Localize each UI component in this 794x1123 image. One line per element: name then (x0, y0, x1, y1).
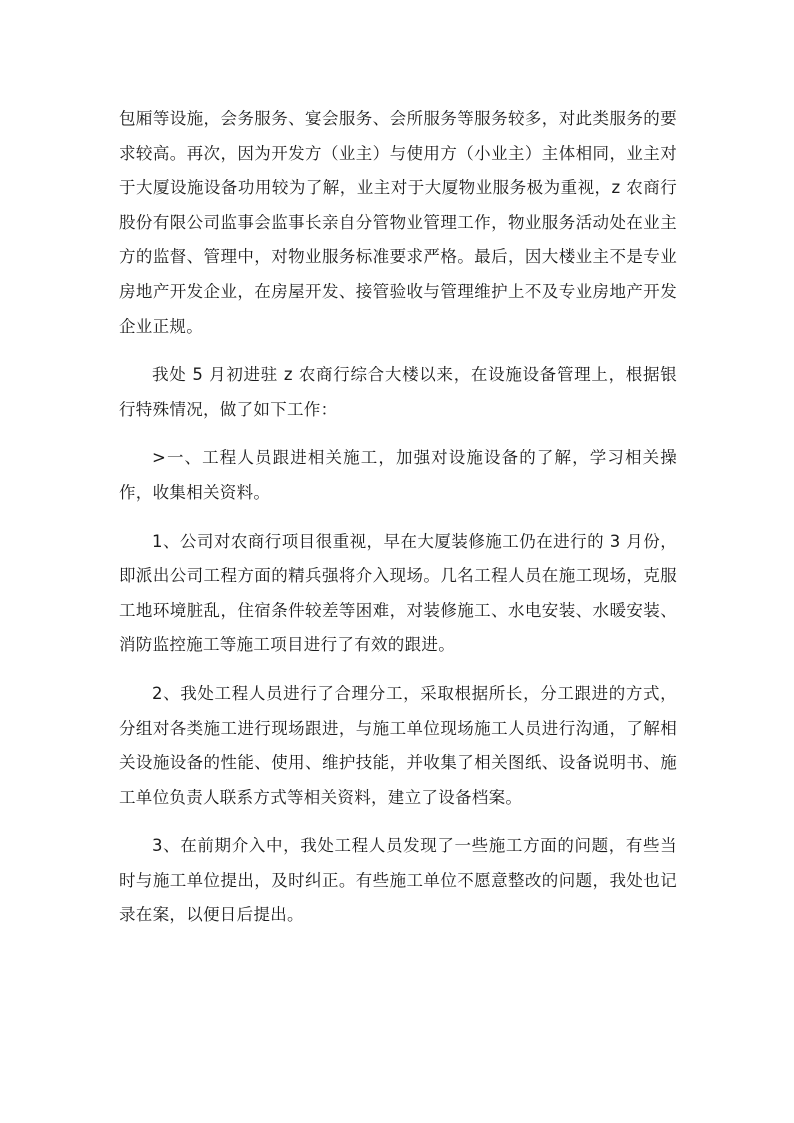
paragraph-entry-intro: 我处 5 月初进驻 z 农商行综合大楼以来，在设施设备管理上，根据银行特殊情况，做了如下工作： (119, 365, 677, 419)
document-body (119, 102, 677, 933)
paragraph-item-1: 1、公司对农商行项目很重视，早在大厦装修施工仍在进行的 3 月份，即派出公司工程方面的精兵强将介入现场。几名工程人员在施工现场，克服工地环境脏乱，住宿条件较差等困难，对装修施工、水电安装、水暖安装、消防监控施工等施工项目进行了有效的跟进。 (119, 531, 677, 655)
paragraph-item-2: 2、我处工程人员进行了合理分工，采取根据所长，分工跟进的方式，分组对各类施工进行现场跟进，与施工单位现场施工人员进行沟通，了解相关设施设备的性能、使用、维护技能，并收集了相关图纸、设备说明书、施工单位负责人联系方式等相关资料，建立了设备档案。 (119, 683, 677, 807)
paragraph-services-context: 包厢等设施，会务服务、宴会服务、会所服务等服务较多，对此类服务的要求较高。再次，因为开发方（业主）与使用方（小业主）主体相同，业主对于大厦设施设备功用较为了解，业主对于大厦物业服务极为重视，z 农商行股份有限公司监事会监事长亲自分管物业管理工作，物业服务活动处在业主方的监督、管理中，对物业服务标准要求严格。最后，因大楼业主不是专业房地产开发企业，在房屋开发、接管验收与管理维护上不及专业房地产开发企业正规。 (119, 109, 677, 336)
paragraph-item-3: 3、在前期介入中，我处工程人员发现了一些施工方面的问题，有些当时与施工单位提出，及时纠正。有些施工单位不愿意整改的问题，我处也记录在案，以便日后提出。 (119, 836, 677, 925)
section-heading-engineering-follow-up: >一、工程人员跟进相关施工，加强对设施设备的了解，学习相关操作，收集相关资料。 (119, 448, 677, 502)
